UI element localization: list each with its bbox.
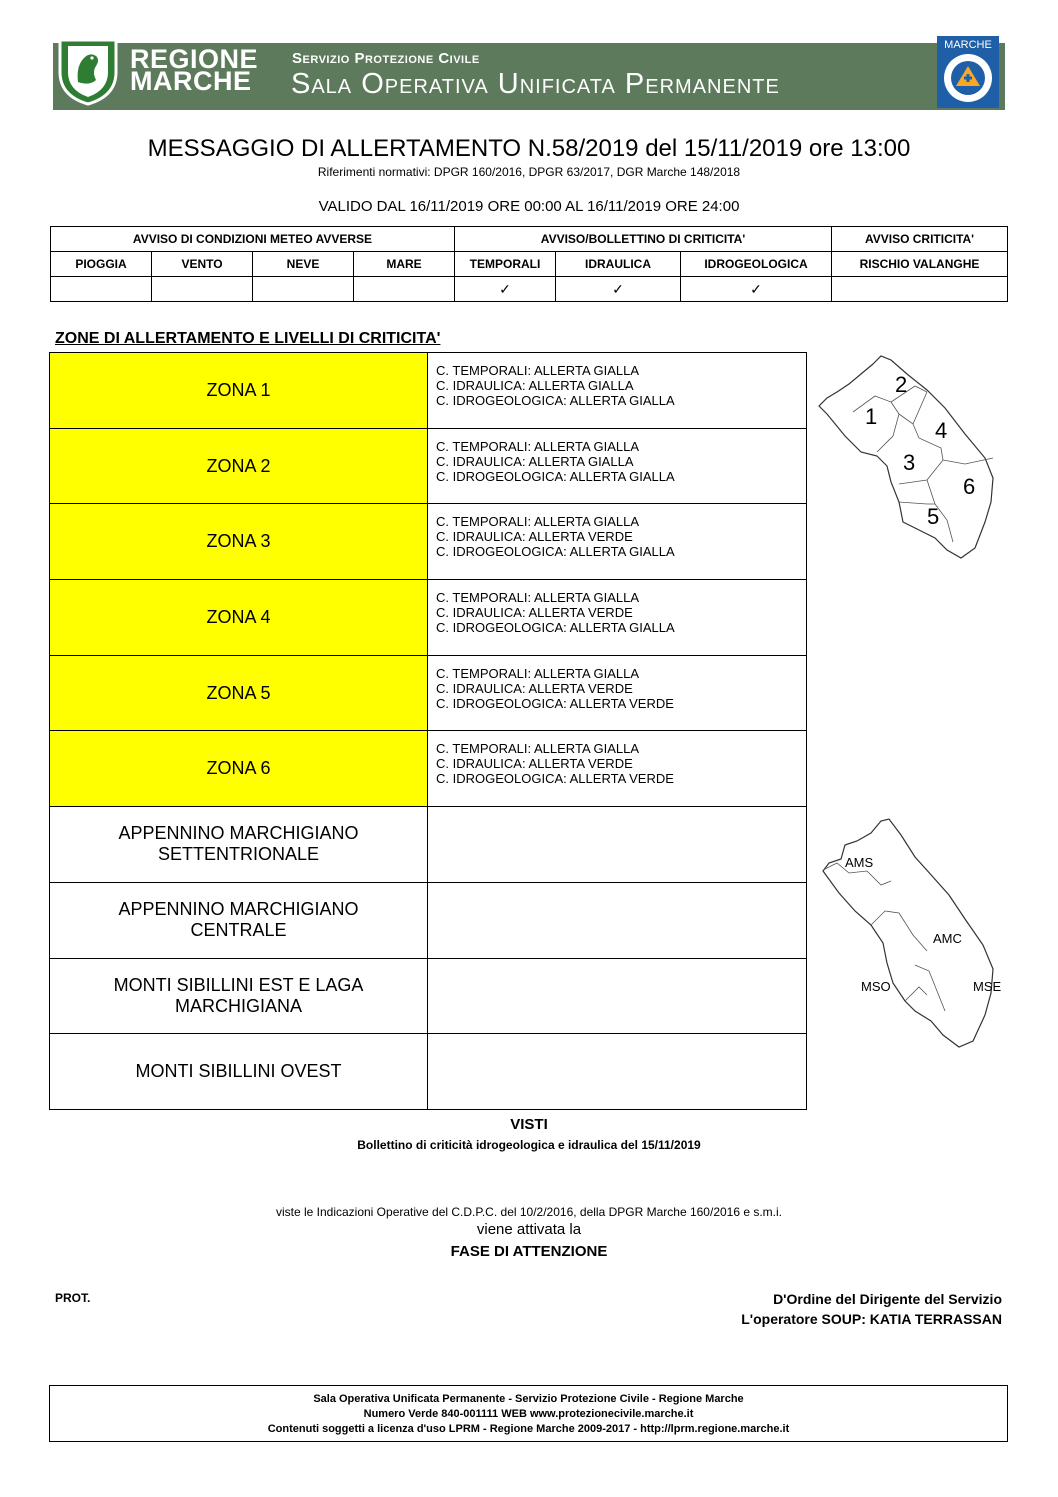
zone-level-line: C. TEMPORALI: ALLERTA GIALLA <box>436 363 640 378</box>
zone-levels <box>428 580 807 656</box>
zone-level-line: C. TEMPORALI: ALLERTA GIALLA <box>436 590 640 606</box>
mark-vento <box>152 277 253 302</box>
mountain-zone-levels <box>428 882 807 958</box>
order-line: D'Ordine del Dirigente del Servizio <box>773 1291 1002 1307</box>
zone-level-line: C. IDROGEOLOGICA: ALLERTA VERDE <box>436 695 674 711</box>
mountain-zone-row <box>50 882 807 958</box>
zone-name: ZONA 1 <box>50 353 428 429</box>
mountain-zones-map <box>815 815 1015 1050</box>
footer-line-1: Sala Operativa Unificata Permanente - Servizio Protezione Civile - Regione Marche <box>313 1393 744 1405</box>
footer <box>49 1385 1008 1442</box>
phase-label: FASE DI ATTENZIONE <box>450 1243 608 1260</box>
zone-row <box>50 428 807 504</box>
mountain-zone-line: CENTRALE <box>190 920 287 941</box>
mark-neve <box>253 277 354 302</box>
validity-period: VALIDO DAL 16/11/2019 ORE 00:00 AL 16/11/2019 ORE 24:00 <box>318 198 740 215</box>
mountain-zone-line: APPENNINO MARCHIGIANO <box>118 823 359 844</box>
room-name: Sala Operativa Unificata Permanente <box>291 68 780 100</box>
zone-level-line: C. TEMPORALI: ALLERTA GIALLA <box>436 438 640 454</box>
mountain-zone-line: MARCHIGIANA <box>174 995 302 1016</box>
map-label-mse: MSE <box>973 979 1002 994</box>
zone-row <box>50 353 807 429</box>
zone-level-line: C. TEMPORALI: ALLERTA GIALLA <box>436 514 640 530</box>
col-valanghe: RISCHIO VALANGHE <box>832 252 1008 277</box>
zones-heading: ZONE DI ALLERTAMENTO E LIVELLI DI CRITICITA' <box>55 330 441 347</box>
activation-text: viene attivata la <box>476 1221 582 1238</box>
regulatory-references: Riferimenti normativi: DPGR 160/2016, DPGR 63/2017, DGR Marche 148/2018 <box>317 165 741 179</box>
col-vento: VENTO <box>152 252 253 277</box>
mountain-zone-name <box>50 1034 428 1110</box>
zone-level-line: C. TEMPORALI: ALLERTA GIALLA <box>436 665 640 681</box>
col-temporali: TEMPORALI <box>455 252 556 277</box>
col-idrogeologica: IDROGEOLOGICA <box>681 252 832 277</box>
zone-level-line: C. IDRAULICA: ALLERTA GIALLA <box>436 378 634 393</box>
mountain-zone-line: APPENNINO MARCHIGIANO <box>118 899 359 920</box>
region-line-1: REGIONE <box>130 44 259 74</box>
group-avalanche: AVVISO CRITICITA' <box>832 227 1008 252</box>
protezione-civile-logo <box>937 36 999 108</box>
mark-idraulica: ✓ <box>556 277 681 302</box>
map-label-zone-0: 1 <box>865 404 878 429</box>
zone-level-line: C. IDRAULICA: ALLERTA VERDE <box>436 605 633 621</box>
alerts-table <box>50 226 1008 302</box>
zone-row <box>50 504 807 580</box>
zone-level-line: C. IDROGEOLOGICA: ALLERTA GIALLA <box>436 468 675 484</box>
zone-level-line: C. IDRAULICA: ALLERTA VERDE <box>436 756 633 772</box>
map-label-amc: AMC <box>933 931 962 946</box>
zone-level-line: C. IDROGEOLOGICA: ALLERTA GIALLA <box>436 393 675 408</box>
map-label-zone-2: 3 <box>903 450 916 475</box>
alerts-group-row <box>51 227 1008 252</box>
mountain-zone-row <box>50 958 807 1034</box>
alerts-mark-row <box>51 277 1008 302</box>
map-label-zone-3: 4 <box>935 418 948 443</box>
mountain-zone-line: MONTI SIBILLINI EST E LAGA <box>113 974 364 995</box>
col-pioggia: PIOGGIA <box>51 252 152 277</box>
mark-temporali: ✓ <box>455 277 556 302</box>
mountain-zone-name <box>50 807 428 883</box>
region-line-2: MARCHE <box>130 66 252 96</box>
map-label-zone-1: 2 <box>895 372 908 397</box>
zone-name: ZONA 6 <box>50 731 428 807</box>
zones-map <box>815 352 1005 560</box>
zone-name: ZONA 3 <box>50 504 428 580</box>
zone-levels <box>428 428 807 504</box>
operational-indications: viste le Indicazioni Operative del C.D.P.C. del 10/2/2016, della DPGR Marche 160/2016 e s.m.i. <box>275 1205 783 1219</box>
mountain-zone-row <box>50 807 807 883</box>
mountain-zone-levels <box>428 1034 807 1110</box>
mountain-zone-line: SETTENTRIONALE <box>157 844 320 865</box>
zone-level-line: C. TEMPORALI: ALLERTA GIALLA <box>436 741 640 757</box>
badge-label: MARCHE <box>944 39 992 51</box>
zone-levels <box>428 655 807 731</box>
map-label-mso: MSO <box>861 979 891 994</box>
zone-levels <box>428 353 807 429</box>
zone-row <box>50 731 807 807</box>
region-name <box>130 44 259 96</box>
zone-levels <box>428 731 807 807</box>
operator-line: L'operatore SOUP: KATIA TERRASSAN <box>741 1311 1002 1327</box>
map-label-ams: AMS <box>845 855 874 870</box>
zone-row <box>50 655 807 731</box>
message-title: MESSAGGIO DI ALLERTAMENTO N.58/2019 del 15/11/2019 ore 13:00 <box>147 135 911 162</box>
group-weather: AVVISO DI CONDIZIONI METEO AVVERSE <box>51 227 455 252</box>
zones-table <box>49 352 807 1110</box>
zone-levels <box>428 504 807 580</box>
col-idraulica: IDRAULICA <box>556 252 681 277</box>
zone-level-line: C. IDROGEOLOGICA: ALLERTA VERDE <box>436 771 674 787</box>
zone-name: ZONA 5 <box>50 655 428 731</box>
mark-idrogeologica: ✓ <box>681 277 832 302</box>
mark-valanghe <box>832 277 1008 302</box>
mountain-zone-row <box>50 1034 807 1110</box>
map-label-zone-4: 5 <box>927 504 940 529</box>
zone-row <box>50 580 807 656</box>
mountain-zone-levels <box>428 807 807 883</box>
protocol-label: PROT. <box>55 1291 91 1305</box>
footer-line-3: Contenuti soggetti a licenza d'uso LPRM - Regione Marche 2009-2017 - http://lprm.regione.marche.it <box>267 1423 790 1435</box>
col-neve: NEVE <box>253 252 354 277</box>
mountain-zone-name <box>50 882 428 958</box>
col-mare: MARE <box>354 252 455 277</box>
zone-level-line: C. IDRAULICA: ALLERTA VERDE <box>436 680 633 696</box>
mountain-zone-levels <box>428 958 807 1034</box>
footer-line-2: Numero Verde 840-001111 WEB www.protezionecivile.marche.it <box>363 1408 694 1420</box>
zone-level-line: C. IDROGEOLOGICA: ALLERTA GIALLA <box>436 620 675 636</box>
map-label-zone-5: 6 <box>963 474 976 499</box>
regione-marche-logo <box>56 36 120 106</box>
zone-level-line: C. IDROGEOLOGICA: ALLERTA GIALLA <box>436 544 675 560</box>
visti-bulletin: Bollettino di criticità idrogeologica e idraulica del 15/11/2019 <box>357 1138 701 1152</box>
mountain-zone-name <box>50 958 428 1034</box>
service-name: Servizio Protezione Civile <box>292 50 480 67</box>
alerts-column-row <box>51 252 1008 277</box>
zone-level-line: C. IDRAULICA: ALLERTA VERDE <box>436 529 633 545</box>
zone-name: ZONA 2 <box>50 428 428 504</box>
group-criticality: AVVISO/BOLLETTINO DI CRITICITA' <box>455 227 832 252</box>
mark-mare <box>354 277 455 302</box>
mark-pioggia <box>51 277 152 302</box>
zone-name: ZONA 4 <box>50 580 428 656</box>
mountain-zone-line: MONTI SIBILLINI OVEST <box>135 1061 342 1082</box>
visti-title: VISTI <box>510 1116 548 1133</box>
zone-level-line: C. IDRAULICA: ALLERTA GIALLA <box>436 453 634 469</box>
